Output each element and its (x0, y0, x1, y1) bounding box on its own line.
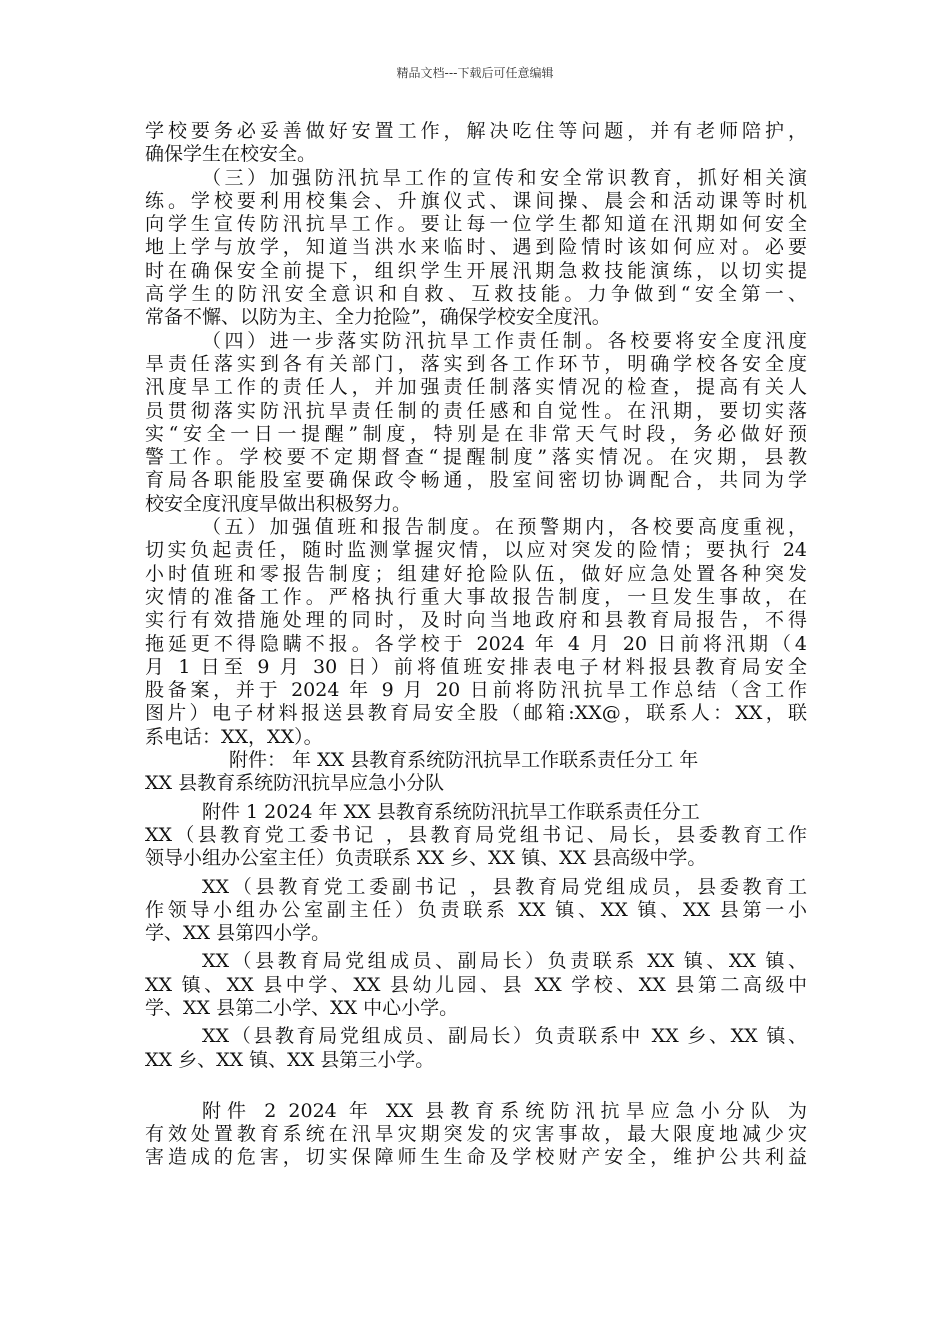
text-line: 旱责任落实到各有关部门，落实到各工作环节，明确学校各安全度 (145, 352, 807, 375)
paragraph-p1 (145, 120, 807, 167)
text-line: 附件 1 2024 年 XX 县教育系统防汛抗旱工作联系责任分工 (202, 800, 700, 823)
text-line: 拖延更不得隐瞒不报。各学校于 2024 年 4 月 20 日前将汛期（4 (145, 632, 807, 655)
attachment-2-section (145, 1100, 807, 1170)
text-line: 常备不懈、以防为主、全力抢险”，确保学校安全度汛。 (145, 306, 611, 329)
text-line: 时在确保安全前提下，组织学生开展汛期急救技能演练，以切实提 (145, 259, 807, 282)
text-line: （四）进一步落实防汛抗旱工作责任制。各校要将安全度汛度 (202, 329, 807, 352)
attachments-list (145, 749, 807, 796)
text-line: XX（县教育局党组成员、副局长）负责联系 XX 镇、XX 镇、 (202, 950, 807, 973)
text-line: 图片）电子材料报送县教育局安全股（邮箱:XX@，联系人：XX，联 (145, 702, 807, 725)
paragraph-p3 (145, 330, 807, 516)
text-line: 实行有效措施处理的同时，及时向当地政府和县教育局报告，不得 (145, 609, 807, 632)
document-body (145, 120, 807, 1170)
text-line: 学校要务必妥善做好安置工作，解决吃住等问题，并有老师陪护， (145, 120, 807, 142)
text-line: XX（县教育局党组成员、副局长）负责联系中 XX 乡、XX 镇、 (202, 1025, 807, 1048)
text-line: XX 县教育系统防汛抗旱应急小分队 (145, 772, 445, 795)
text-line: 警工作。学校要不定期督查“提醒制度”落实情况。在灾期，县教 (145, 446, 807, 469)
paragraph-p4 (145, 516, 807, 749)
text-line: XX（县教育党工委书记 ，县教育局党组书记、局长，县委教育工作 (145, 823, 807, 846)
text-line: 附件 2 2024 年 XX 县教育系统防汛抗旱应急小分队 为 (202, 1099, 807, 1122)
text-line: 灾情的准备工作。严格执行重大事故报告制度，一旦发生事故，在 (145, 585, 807, 608)
paragraph-p7 (145, 876, 807, 946)
text-line: 有效处置教育系统在汛旱灾期突发的灾害事故，最大限度地减少灾 (145, 1123, 807, 1146)
text-line: 地上学与放学，知道当洪水来临时、遇到险情时该如何应对。必要 (145, 236, 807, 259)
page-header: 精品文档---下载后可任意编辑 (396, 66, 554, 80)
text-line: 实“安全一日一提醒”制度，特别是在非常天气时段，务必做好预 (145, 422, 807, 445)
text-line: 切实负起责任，随时监测掌握灾情，以应对突发的险情；要执行 24 (145, 539, 807, 562)
text-line: 领导小组办公室主任）负责联系 XX 乡、XX 镇、XX 县高级中学。 (145, 847, 707, 870)
text-line: 育局各职能股室要确保政令畅通，股室间密切协调配合，共同为学 (145, 469, 807, 492)
text-line: 向学生宣传防汛抗旱工作。要让每一位学生都知道在汛期如何安全 (145, 213, 807, 236)
paragraph-p9 (145, 1025, 807, 1072)
text-line: 员贯彻落实防汛抗旱责任制的责任感和自觉性。在汛期，要切实落 (145, 399, 807, 422)
text-line: XX 镇、XX 县中学、XX 县幼儿园、县 XX 学校、XX 县第二高级中 (145, 973, 807, 996)
text-line: XX（县教育党工委副书记 ，县教育局党组成员，县委教育工 (202, 875, 807, 898)
text-line: 练。学校要利用校集会、升旗仪式、课间操、晨会和活动课等时机 (145, 189, 807, 212)
attachment-1-section (145, 801, 807, 871)
paragraph-p2 (145, 167, 807, 330)
text-line: 学、XX 县第二小学、XX 中心小学。 (145, 996, 459, 1019)
text-line: 高学生的防汛安全意识和自救、互救技能。力争做到“安全第一、 (145, 283, 807, 306)
text-line: 汛度旱工作的责任人，并加强责任制落实情况的检查，提高有关人 (145, 376, 807, 399)
text-line: （五）加强值班和报告制度。在预警期内，各校要高度重视， (202, 516, 807, 539)
text-line: 附件： 年 XX 县教育系统防汛抗旱工作联系责任分工 年 (229, 749, 699, 772)
text-line: 校安全度汛度旱做出积极努力。 (145, 492, 412, 515)
text-line: 月 1 日至 9 月 30 日）前将值班安排表电子材料报县教育局安全 (145, 655, 807, 678)
text-line: 确保学生在校安全。 (145, 143, 317, 166)
text-line: 小时值班和零报告制度；组建好抢险队伍，做好应急处置各种突发 (145, 562, 807, 585)
text-line: 害造成的危害，切实保障师生生命及学校财产安全，维护公共利益 (145, 1146, 807, 1169)
text-line: 股备案，并于 2024 年 9 月 20 日前将防汛抗旱工作总结（含工作 (145, 679, 807, 702)
text-line: 作领导小组办公室副主任）负责联系 XX 镇、XX 镇、XX 县第一小 (145, 898, 807, 921)
text-line: XX 乡、XX 镇、XX 县第三小学。 (145, 1048, 435, 1071)
text-line: 系电话：XX，XX）。 (145, 725, 323, 748)
text-line: 学、XX 县第四小学。 (145, 922, 331, 945)
paragraph-p8 (145, 950, 807, 1020)
text-line: （三）加强防汛抗旱工作的宣传和安全常识教育，抓好相关演 (202, 166, 807, 189)
